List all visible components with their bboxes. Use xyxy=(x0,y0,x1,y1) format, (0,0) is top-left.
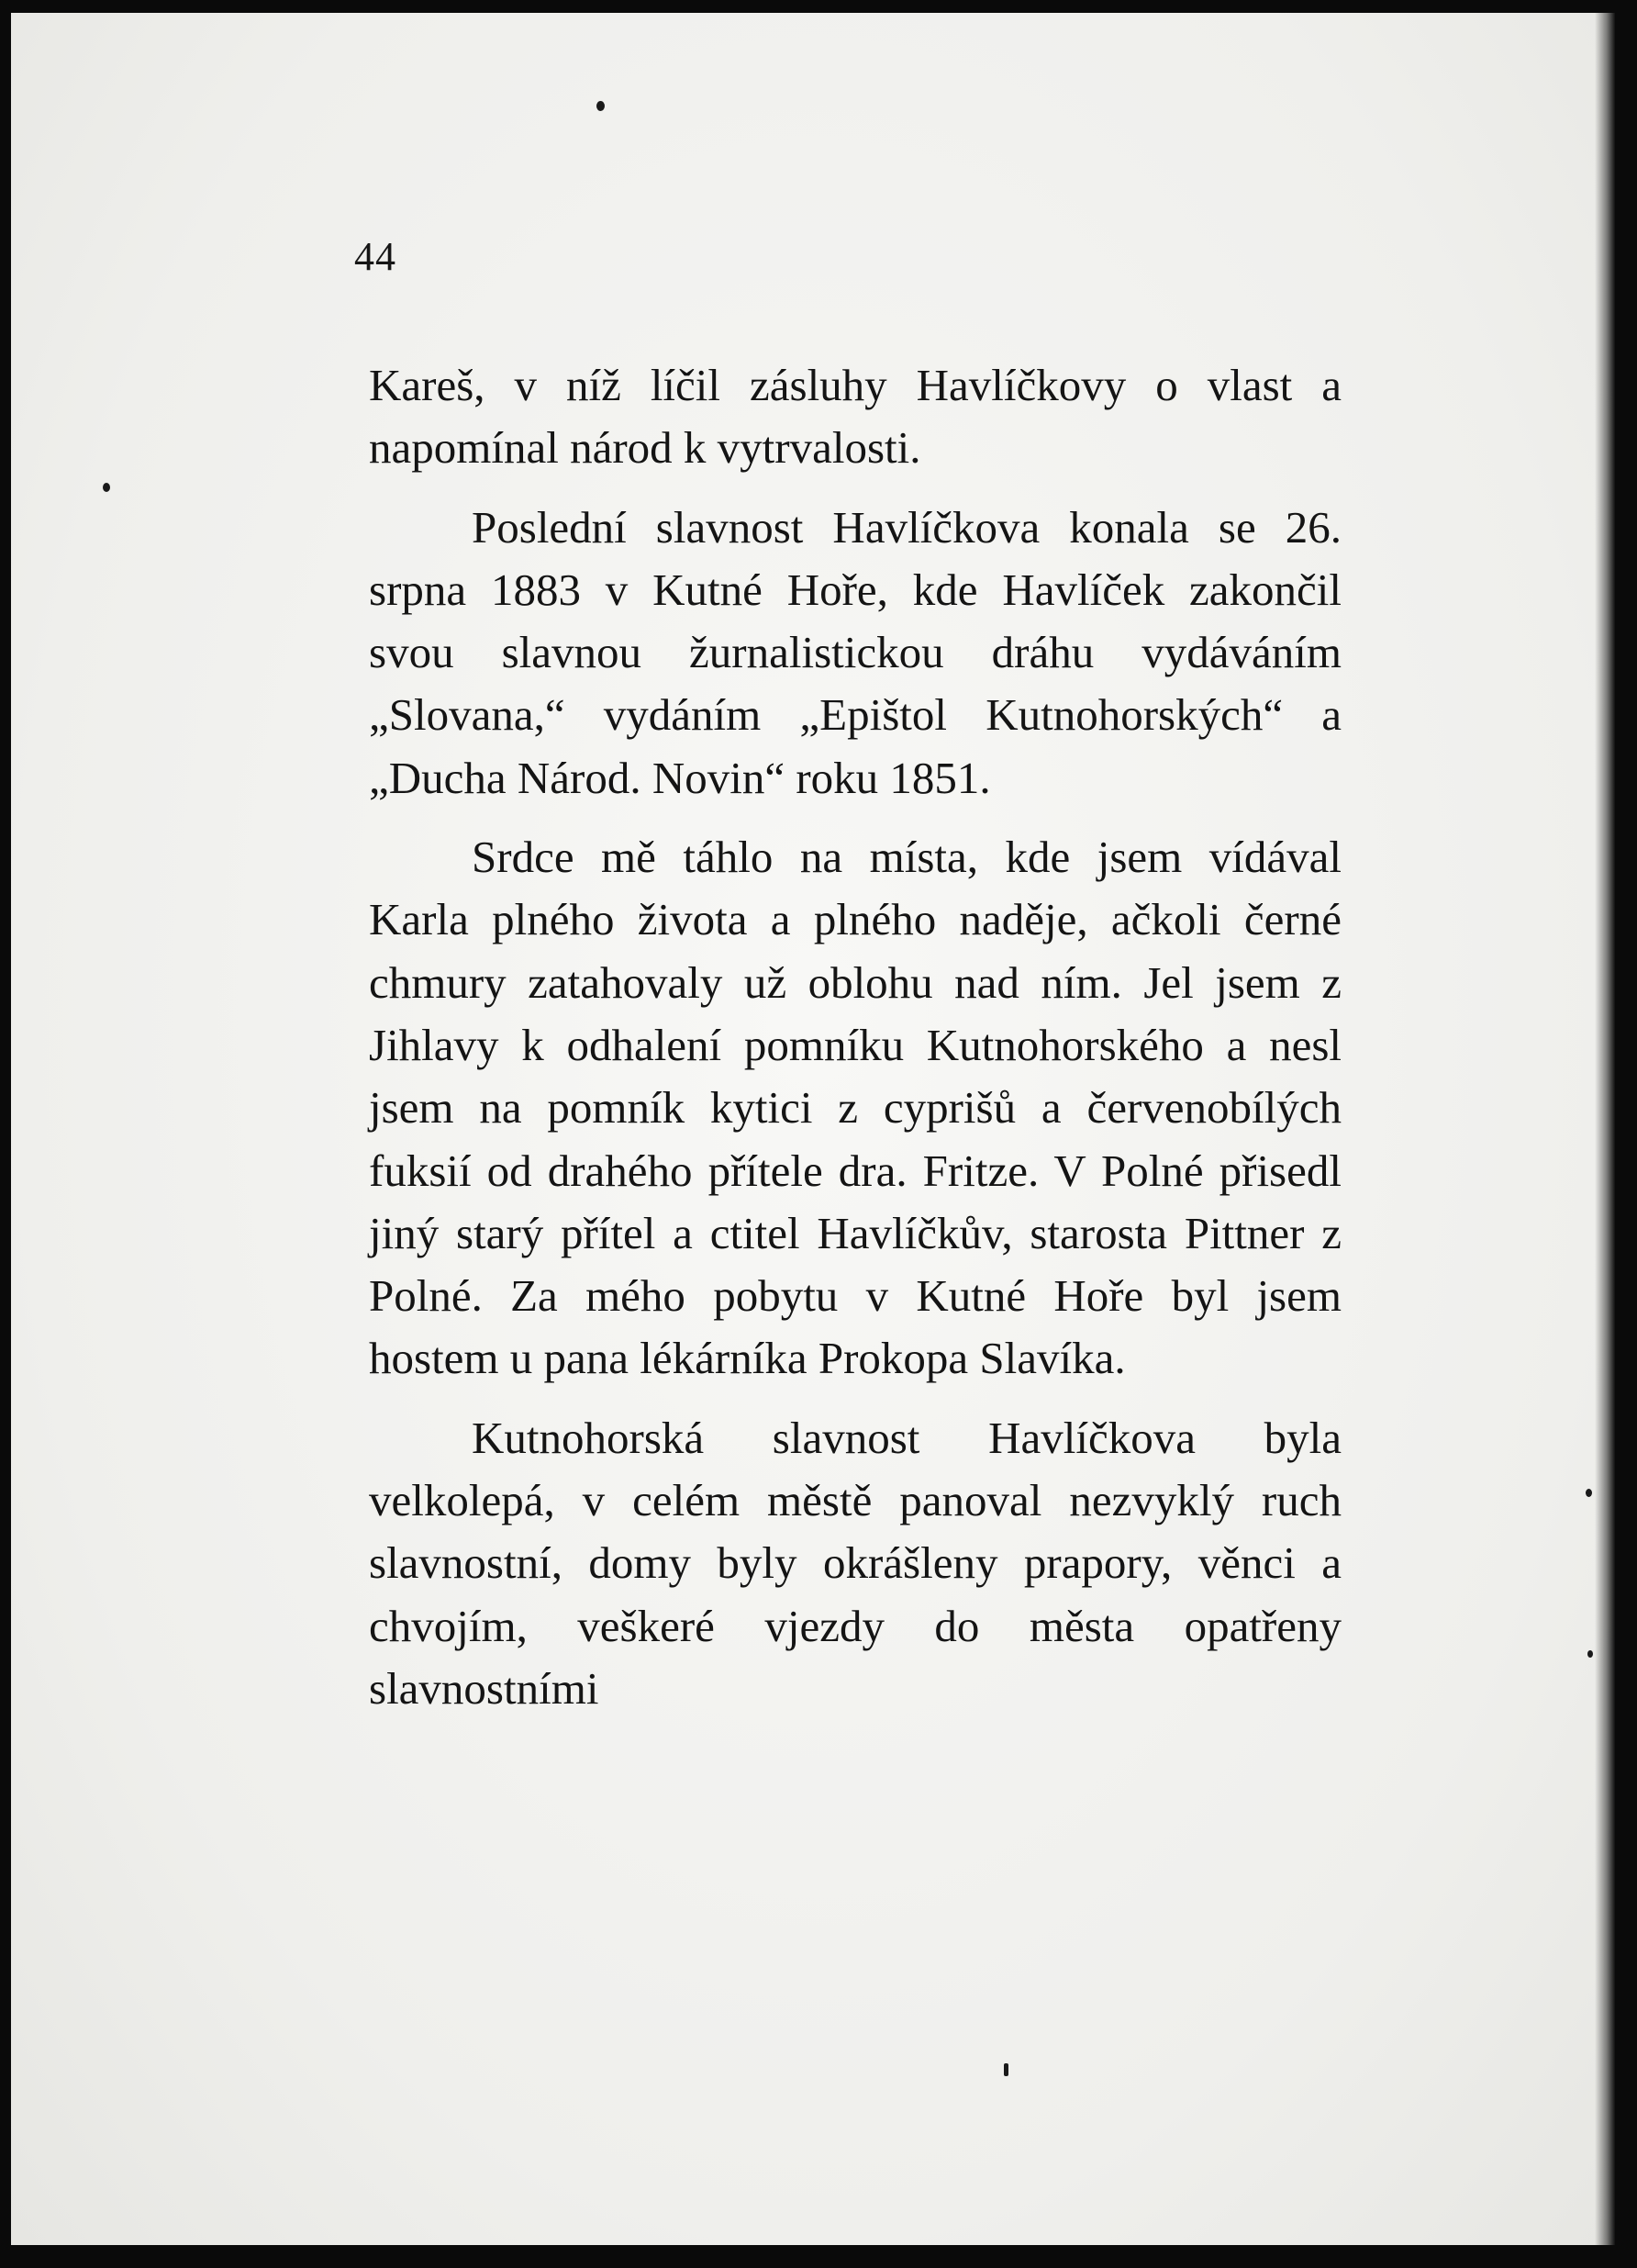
paragraph-1: Kareš, v níž líčil zásluhy Havlíčkovy o vlast a napomínal národ k vytrvalosti. xyxy=(369,360,1342,474)
scan-speck xyxy=(596,101,605,111)
page-number: 44 xyxy=(354,234,396,279)
paragraph-3: Srdce mě táhlo na místa, kde jsem vídával Karla plného života a plného naděje, ačkoli černé chmury zatahovaly už oblohu nad ním. Jel jsem z Jihlavy k odhalení pomníku Kutnohorského a nesl jsem na pomník kytici z cyprišů a červenobílých fuksií od drahého přítele dra. Fritze. V Polné přisedl jiný starý přítel a ctitel Havlíčkův, starosta Pittner z Polné. Za mého pobytu v Kutné Hoře byl jsem hostem u pana lékárníka Prokopa Slavíka. xyxy=(369,832,1342,1384)
scan-speck xyxy=(103,483,110,492)
paragraph-2: Poslední slavnost Havlíčkova konala se 26. srpna 1883 v Kutné Hoře, kde Havlíček zakončil svou slavnou žurnalistickou dráhu vydáváním „Slovana,“ vydáním „Epištol Kutnohorských“ a „Ducha Národ. Novin“ roku 1851. xyxy=(369,501,1342,803)
scan-speck xyxy=(1586,1489,1592,1497)
paragraph-4: Kutnohorská slavnost Havlíčkova byla velkolepá, v celém městě panoval nezvyklý ruch slavnostní, domy byly okrášleny prapory, věnci a chvojím, veškeré vjezdy do města opatřeny slavnostními xyxy=(369,1412,1342,1714)
book-page xyxy=(11,13,1615,2245)
scan-speck xyxy=(1004,2063,1008,2076)
page-edge-shadow xyxy=(1595,13,1615,2245)
body-text xyxy=(369,354,1342,1720)
scan-speck xyxy=(1587,1650,1593,1658)
